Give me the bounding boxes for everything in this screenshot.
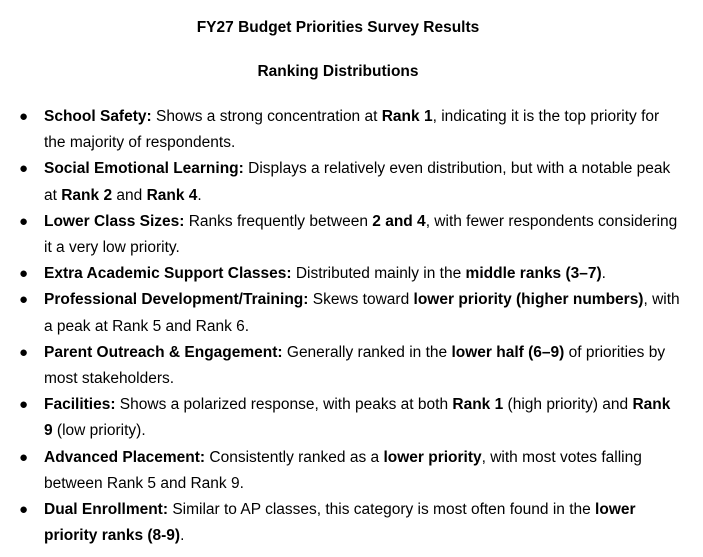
list-item-school-safety — [0, 104, 703, 156]
item-heading: Facilities: — [44, 396, 116, 414]
item-text: Similar to AP classes, this category is most often found in the — [168, 501, 596, 519]
list-item-professional-development — [0, 287, 703, 339]
item-text: (high priority) and — [503, 396, 633, 414]
item-text: , with a peak at Rank 5 and Rank 6. — [44, 291, 680, 335]
section-heading: Ranking Distributions — [257, 63, 419, 80]
item-emphasis: 2 and 4 — [372, 212, 426, 230]
item-emphasis: Rank 2 — [61, 186, 113, 204]
item-heading: Professional Development/Training: — [44, 291, 309, 309]
item-text: Ranks frequently between — [184, 212, 373, 230]
item-text: of priorities by most stakeholders. — [44, 343, 666, 388]
item-heading: Advanced Placement: — [44, 448, 206, 466]
item-text: , with most votes falling between Rank 5 and Rank 9. — [44, 448, 642, 492]
bullet-icon: ● — [19, 212, 29, 230]
item-text: Displays a relatively even distribution, but with a notable peak at — [44, 160, 671, 204]
item-emphasis: Rank 4 — [146, 186, 198, 204]
item-text: Distributed mainly in the — [291, 265, 466, 283]
item-text: Shows a strong concentration at — [151, 108, 382, 125]
item-heading: School Safety: — [44, 108, 152, 125]
item-heading: Parent Outreach & Engagement: — [44, 343, 283, 361]
item-text: , indicating it is the top priority for the majority of respondents. — [44, 108, 660, 152]
bullet-icon: ● — [19, 501, 29, 519]
item-heading: Social Emotional Learning: — [44, 160, 244, 178]
list-item-social-emotional-learning — [0, 156, 703, 208]
item-emphasis: lower priority ranks (8-9) — [44, 501, 636, 545]
item-text: Generally ranked in the — [282, 343, 452, 361]
list-item-lower-class-sizes — [0, 209, 703, 261]
list-item-parent-outreach — [0, 340, 703, 392]
list-item-facilities — [0, 392, 703, 444]
item-text: (low priority). — [52, 422, 146, 440]
list-item-dual-enrollment — [0, 497, 703, 549]
item-emphasis: Rank 1 — [381, 108, 433, 125]
bullet-icon: ● — [19, 291, 29, 309]
item-text: Skews toward — [308, 291, 414, 309]
item-text: Consistently ranked as a — [205, 448, 384, 466]
item-text: Shows a polarized response, with peaks at both — [115, 396, 453, 414]
item-emphasis: Rank 1 — [452, 396, 504, 414]
item-emphasis: lower half (6–9) — [451, 343, 565, 361]
item-emphasis: Rank 9 — [44, 396, 671, 440]
item-text: . — [601, 265, 606, 283]
item-text: . — [180, 527, 185, 545]
bullet-icon: ● — [19, 265, 29, 283]
bullet-icon: ● — [19, 343, 29, 361]
document-title: FY27 Budget Priorities Survey Results — [196, 19, 480, 36]
bullet-icon: ● — [19, 448, 29, 466]
item-emphasis: lower priority (higher numbers) — [413, 291, 644, 309]
bullet-icon: ● — [19, 160, 29, 178]
item-heading: Extra Academic Support Classes: — [44, 265, 292, 283]
ranking-list — [0, 104, 703, 549]
list-item-extra-academic-support — [0, 261, 703, 287]
item-text: . — [197, 186, 202, 204]
item-emphasis: lower priority — [383, 448, 482, 466]
bullet-icon: ● — [19, 396, 29, 414]
list-item-advanced-placement — [0, 445, 703, 497]
item-heading: Dual Enrollment: — [44, 501, 169, 519]
item-heading: Lower Class Sizes: — [44, 212, 185, 230]
item-emphasis: middle ranks (3–7) — [465, 265, 602, 283]
bullet-icon: ● — [19, 108, 29, 125]
item-text: , with fewer respondents considering it a very low priority. — [44, 212, 678, 257]
item-text: and — [112, 186, 147, 204]
